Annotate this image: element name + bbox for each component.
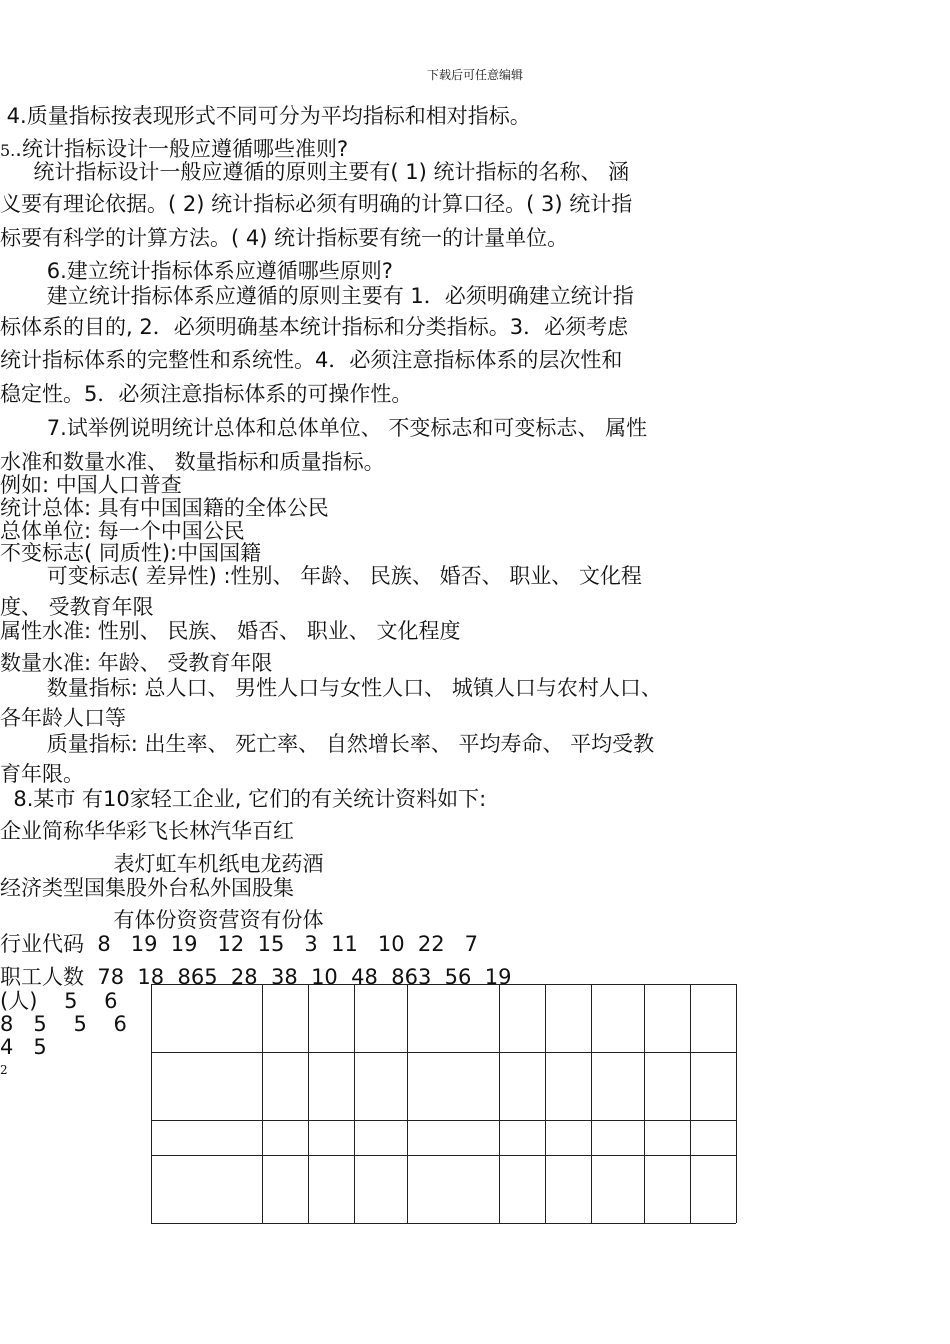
text-line: 质量指标: 出生率、 死亡率、 自然增长率、 平均寿命、 平均受教 [0, 732, 655, 756]
table-rule [736, 984, 737, 1223]
table-rule [690, 984, 691, 1223]
text-line: 经济类型国集股外台私外国股集 [0, 876, 294, 900]
text-line: 例如: 中国人口普查 [0, 473, 182, 497]
text-line: 数量指标: 总人口、 男性人口与女性人口、 城镇人口与农村人口、 [0, 676, 662, 700]
text-line: 水准和数量水准、 数量指标和质量指标。 [0, 450, 385, 474]
text-line: 统计指标设计一般应遵循的原则主要有( 1) 统计指标的名称、 涵 [0, 160, 630, 184]
table-rule [407, 984, 408, 1223]
text-line: 属性水准: 性别、 民族、 婚否、 职业、 文化程度 [0, 619, 461, 643]
text-line: 建立统计指标体系应遵循的原则主要有 1．必须明确建立统计指 [0, 284, 634, 308]
text-line: 不变标志( 同质性):中国国籍 [0, 541, 262, 565]
text-line: 表灯虹车机纸电龙药酒 [0, 852, 324, 876]
text-line: 统计指标体系的完整性和系统性。4．必须注意指标体系的层次性和 [0, 348, 623, 372]
text-line: 育年限。 [0, 762, 84, 786]
table-rule [151, 1120, 736, 1121]
text-line: 可变标志( 差异性) :性别、 年龄、 民族、 婚否、 职业、 文化程 [0, 564, 642, 588]
text-line: 有体份资资营资有份体 [0, 908, 324, 932]
text-line: 行业代码 8 19 19 12 15 3 11 10 22 7 [0, 932, 479, 956]
question-text: .统计指标设计一般应遵循哪些准则? [15, 137, 349, 161]
table-rule [151, 1223, 736, 1224]
table-rule [151, 984, 152, 1223]
text-line: 稳定性。5．必须注意指标体系的可操作性。 [0, 382, 413, 406]
page-header: 下载后可任意编辑 [426, 68, 523, 82]
table-rule [151, 1155, 736, 1156]
text-line: 企业简称华华彩飞长林汽华百红 [0, 819, 294, 843]
text-line: 义要有理论依据。( 2) 统计指标必须有明确的计算口径。( 3) 统计指 [0, 192, 633, 216]
text-line: 标体系的目的, 2．必须明确基本统计指标和分类指标。3．必须考虑 [0, 315, 629, 339]
table-rule [354, 984, 355, 1223]
text-line: (人) 5 6 [0, 989, 118, 1013]
text-line: 6.建立统计指标体系应遵循哪些原则? [0, 259, 393, 283]
table-rule [591, 984, 592, 1223]
text-line: 各年龄人口等 [0, 706, 126, 730]
question-number: 5. [0, 141, 16, 160]
text-line: 8.某市 有10家轻工企业, 它们的有关统计资料如下: [0, 787, 487, 811]
table-rule [262, 984, 263, 1223]
table-rule [151, 984, 736, 985]
text-line: 4.质量指标按表现形式不同可分为平均指标和相对指标。 [0, 104, 531, 128]
text-line: 标要有科学的计算方法。( 4) 统计指标要有统一的计量单位。 [0, 226, 569, 250]
text-line: 2 [0, 1063, 8, 1077]
table-rule [644, 984, 645, 1223]
text-line: 总体单位: 每一个中国公民 [0, 519, 245, 543]
text-line: 7.试举例说明统计总体和总体单位、 不变标志和可变标志、 属性 [0, 416, 648, 440]
text-line: 4 5 [0, 1035, 47, 1059]
table-rule [499, 984, 500, 1223]
text-line: 统计总体: 具有中国国籍的全体公民 [0, 496, 329, 520]
table-rule [151, 1052, 736, 1053]
text-line: 8 5 5 6 [0, 1012, 127, 1036]
text-line: 度、 受教育年限 [0, 595, 154, 619]
text-line: 职工人数 78 18 865 28 38 10 48 863 56 19 [0, 965, 512, 989]
text-line: 数量水准: 年龄、 受教育年限 [0, 651, 273, 675]
table-rule [308, 984, 309, 1223]
table-rule [545, 984, 546, 1223]
